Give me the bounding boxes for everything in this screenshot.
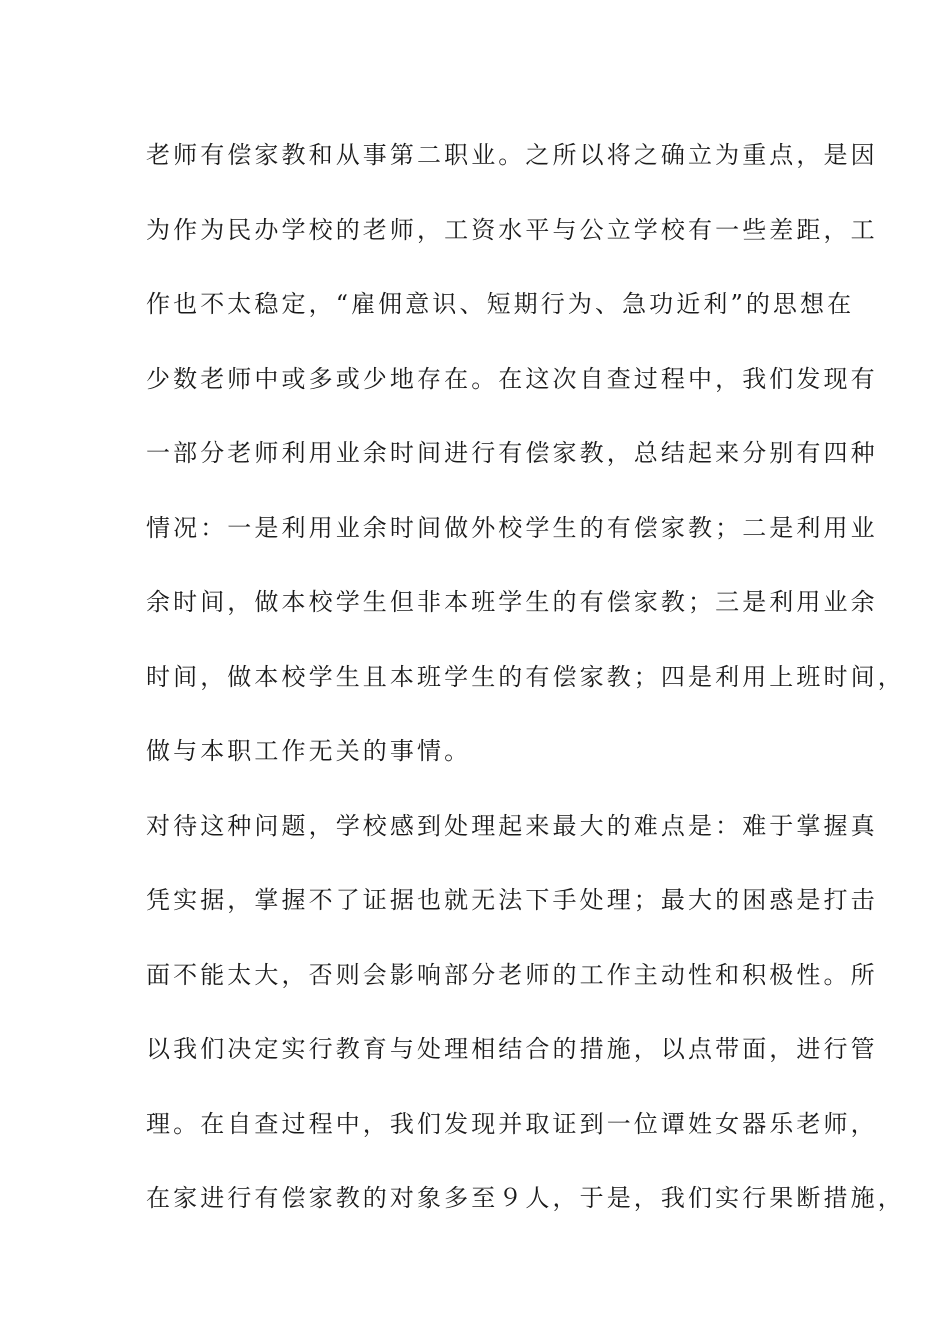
text-line-5: 一部分老师利用业余时间进行有偿家教，总结起来分别有四种 (146, 439, 878, 467)
text-line-11: 凭实据，掌握不了证据也就无法下手处理；最大的困惑是打击 (146, 886, 878, 914)
text-line-9: 做与本职工作无关的事情。 (146, 737, 472, 765)
text-line-3: 作也不太稳定，“雇佣意识、短期行为、急功近利”的思想在 (146, 290, 855, 318)
text-line-6: 情况：一是利用业余时间做外校学生的有偿家教；二是利用业 (146, 514, 878, 542)
text-line-12: 面不能太大，否则会影响部分老师的工作主动性和积极性。所 (146, 961, 878, 989)
text-line-10: 对待这种问题，学校感到处理起来最大的难点是：难于掌握真 (146, 812, 878, 840)
text-line-13: 以我们决定实行教育与处理相结合的措施，以点带面，进行管 (146, 1035, 878, 1063)
text-line-1: 老师有偿家教和从事第二职业。之所以将之确立为重点，是因 (146, 141, 878, 169)
text-line-4: 少数老师中或多或少地存在。在这次自查过程中，我们发现有 (146, 365, 878, 393)
text-line-14: 理。在自查过程中，我们发现并取证到一位谭姓女器乐老师， (146, 1110, 878, 1138)
text-line-15: 在家进行有偿家教的对象多至９人，于是，我们实行果断措施， (146, 1184, 905, 1212)
text-line-7: 余时间，做本校学生但非本班学生的有偿家教；三是利用业余 (146, 588, 878, 616)
text-line-8: 时间，做本校学生且本班学生的有偿家教；四是利用上班时间， (146, 663, 905, 691)
text-line-2: 为作为民办学校的老师，工资水平与公立学校有一些差距，工 (146, 216, 878, 244)
